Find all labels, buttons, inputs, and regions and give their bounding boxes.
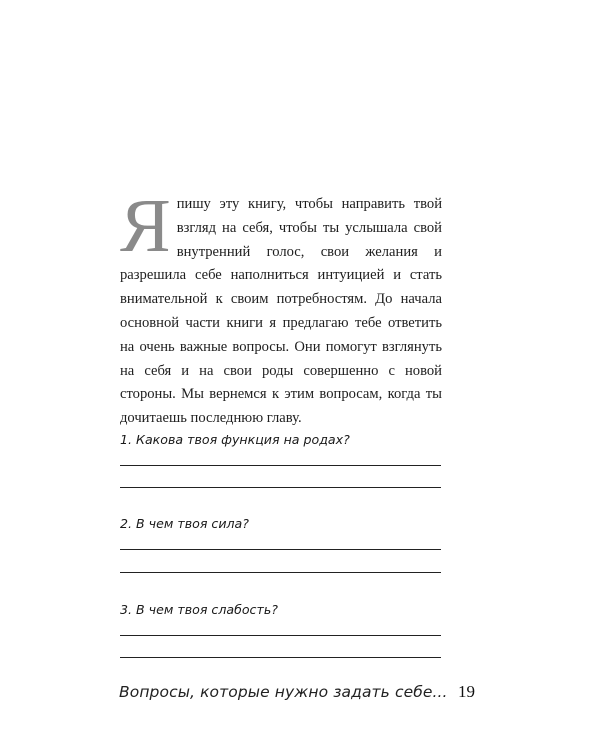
page-number: 19 (458, 682, 475, 701)
answer-line (120, 635, 441, 636)
question-2: 2. В чем твоя сила? (120, 516, 249, 531)
answer-line (120, 465, 441, 466)
running-footer-title: Вопросы, которые нужно задать себе... (119, 683, 448, 701)
answer-line (120, 572, 441, 573)
answer-line (120, 657, 441, 658)
answer-line (120, 487, 441, 488)
drop-cap-letter: Я (120, 184, 171, 268)
question-1: 1. Какова твоя функция на родах? (120, 432, 350, 447)
intro-text: пишу эту книгу, чтобы направить твой взгляд на себя, чтобы ты услышала свой внутренний голос, свои желания и разрешила себе наполниться интуицией и стать внимательной к своим потребностям. До начала основной части книги я предлагаю тебе ответить на очень важные вопросы. Они помогут взглянуть на себя и на свои роды совершенно с новой стороны. Мы вернемся к этим вопросам, когда ты дочитаешь последнюю главу. (120, 196, 442, 427)
question-3: 3. В чем твоя слабость? (120, 602, 278, 617)
answer-line (120, 549, 441, 550)
intro-paragraph (120, 184, 442, 431)
